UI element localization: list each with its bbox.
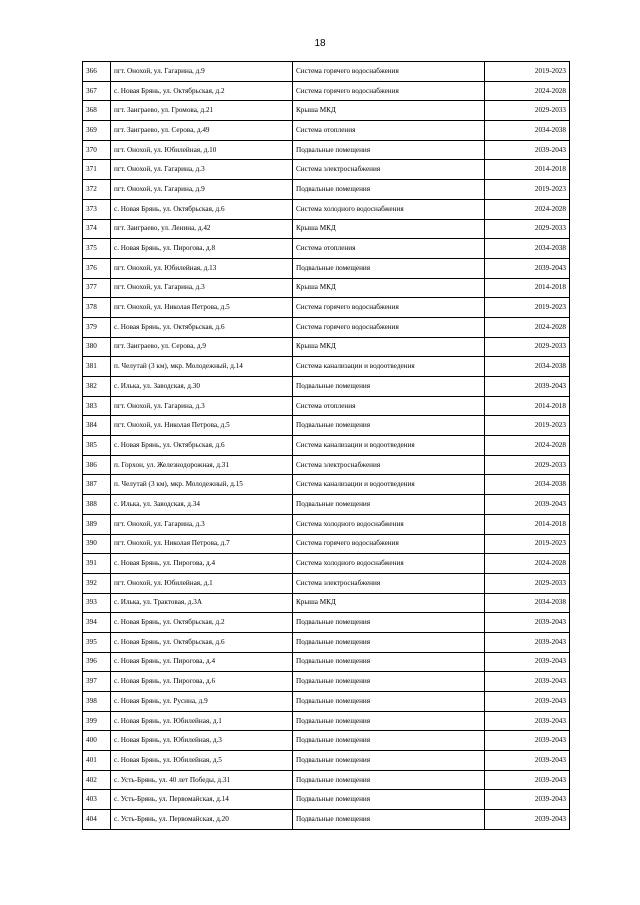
table-row <box>83 357 570 377</box>
row-number-cell: 396 <box>83 652 111 672</box>
address-cell: пгт. Заиграево, ул. Серова, д.49 <box>111 121 293 141</box>
row-number-cell: 381 <box>83 357 111 377</box>
address-cell: пгт. Заиграево, ул. Громова, д.21 <box>111 101 293 121</box>
row-number-cell: 383 <box>83 396 111 416</box>
building-system-cell: Система горячего водоснабжения <box>293 298 485 318</box>
table-row <box>83 692 570 712</box>
address-cell: пгт. Онохой, ул. Юбилейная, д.1 <box>111 573 293 593</box>
table-row <box>83 534 570 554</box>
building-system-cell: Система отопления <box>293 121 485 141</box>
row-number-cell: 386 <box>83 455 111 475</box>
repair-period-cell: 2039-2043 <box>485 810 570 830</box>
row-number-cell: 398 <box>83 692 111 712</box>
address-cell: пгт. Онохой, ул. Николая Петрова, д.5 <box>111 298 293 318</box>
table-row <box>83 731 570 751</box>
building-system-cell: Крыша МКД <box>293 593 485 613</box>
address-cell: с. Новая Брянь, ул. Пирогова, д.4 <box>111 554 293 574</box>
building-system-cell: Крыша МКД <box>293 278 485 298</box>
table-row <box>83 180 570 200</box>
building-system-cell: Подвальные помещения <box>293 613 485 633</box>
address-cell: с. Новая Брянь, ул. Юбилейная, д.1 <box>111 711 293 731</box>
row-number-cell: 367 <box>83 81 111 101</box>
address-cell: пгт. Онохой, ул. Николая Петрова, д.7 <box>111 534 293 554</box>
repair-period-cell: 2039-2043 <box>485 495 570 515</box>
building-system-cell: Подвальные помещения <box>293 495 485 515</box>
row-number-cell: 374 <box>83 219 111 239</box>
table-row <box>83 239 570 259</box>
table-row <box>83 790 570 810</box>
address-cell: с. Новая Брянь, ул. Октябрьская, д.6 <box>111 199 293 219</box>
row-number-cell: 369 <box>83 121 111 141</box>
table-row <box>83 810 570 830</box>
row-number-cell: 366 <box>83 62 111 82</box>
row-number-cell: 377 <box>83 278 111 298</box>
address-cell: с. Новая Брянь, ул. Октябрьская, д.6 <box>111 632 293 652</box>
table-row <box>83 416 570 436</box>
row-number-cell: 404 <box>83 810 111 830</box>
row-number-cell: 376 <box>83 258 111 278</box>
table-body <box>83 62 570 830</box>
repair-period-cell: 2039-2043 <box>485 377 570 397</box>
repair-period-cell: 2024-2028 <box>485 436 570 456</box>
address-cell: с. Усть-Брянь, ул. Первомайская, д.20 <box>111 810 293 830</box>
row-number-cell: 399 <box>83 711 111 731</box>
building-system-cell: Система канализации и водоотведения <box>293 357 485 377</box>
repair-period-cell: 2039-2043 <box>485 692 570 712</box>
row-number-cell: 372 <box>83 180 111 200</box>
table-row <box>83 298 570 318</box>
address-cell: с. Новая Брянь, ул. Юбилейная, д.5 <box>111 751 293 771</box>
building-system-cell: Подвальные помещения <box>293 692 485 712</box>
building-system-cell: Подвальные помещения <box>293 751 485 771</box>
building-system-cell: Система горячего водоснабжения <box>293 62 485 82</box>
repair-period-cell: 2014-2018 <box>485 278 570 298</box>
repair-period-cell: 2039-2043 <box>485 711 570 731</box>
repair-period-cell: 2019-2023 <box>485 298 570 318</box>
building-system-cell: Подвальные помещения <box>293 672 485 692</box>
address-cell: с. Усть-Брянь, ул. Первомайская, д.14 <box>111 790 293 810</box>
building-system-cell: Система холодного водоснабжения <box>293 514 485 534</box>
table-row <box>83 672 570 692</box>
repair-period-cell: 2029-2033 <box>485 337 570 357</box>
building-system-cell: Система отопления <box>293 239 485 259</box>
table-row <box>83 62 570 82</box>
repair-period-cell: 2039-2043 <box>485 731 570 751</box>
table-row <box>83 652 570 672</box>
row-number-cell: 403 <box>83 790 111 810</box>
repair-period-cell: 2024-2028 <box>485 554 570 574</box>
address-cell: с. Новая Брянь, ул. Октябрьская, д.2 <box>111 613 293 633</box>
row-number-cell: 395 <box>83 632 111 652</box>
repair-schedule-table <box>82 61 570 830</box>
row-number-cell: 391 <box>83 554 111 574</box>
address-cell: пгт. Онохой, ул. Гагарина, д.3 <box>111 396 293 416</box>
repair-period-cell: 2029-2033 <box>485 219 570 239</box>
repair-period-cell: 2014-2018 <box>485 396 570 416</box>
building-system-cell: Система электроснабжения <box>293 455 485 475</box>
repair-period-cell: 2039-2043 <box>485 790 570 810</box>
address-cell: пгт. Онохой, ул. Гагарина, д.3 <box>111 514 293 534</box>
building-system-cell: Крыша МКД <box>293 101 485 121</box>
address-cell: пгт. Онохой, ул. Гагарина, д.3 <box>111 278 293 298</box>
building-system-cell: Подвальные помещения <box>293 652 485 672</box>
table-row <box>83 632 570 652</box>
row-number-cell: 388 <box>83 495 111 515</box>
row-number-cell: 385 <box>83 436 111 456</box>
building-system-cell: Подвальные помещения <box>293 790 485 810</box>
repair-period-cell: 2019-2023 <box>485 416 570 436</box>
table-row <box>83 573 570 593</box>
repair-period-cell: 2039-2043 <box>485 258 570 278</box>
building-system-cell: Подвальные помещения <box>293 731 485 751</box>
address-cell: с. Новая Брянь, ул. Русина, д.9 <box>111 692 293 712</box>
row-number-cell: 379 <box>83 317 111 337</box>
address-cell: с. Новая Брянь, ул. Юбилейная, д.3 <box>111 731 293 751</box>
repair-period-cell: 2034-2038 <box>485 239 570 259</box>
building-system-cell: Крыша МКД <box>293 337 485 357</box>
building-system-cell: Система горячего водоснабжения <box>293 317 485 337</box>
table-row <box>83 160 570 180</box>
building-system-cell: Подвальные помещения <box>293 258 485 278</box>
building-system-cell: Подвальные помещения <box>293 711 485 731</box>
table-row <box>83 751 570 771</box>
address-cell: пгт. Онохой, ул. Юбилейная, д.10 <box>111 140 293 160</box>
address-cell: п. Челутай (3 км), мкр. Молодежный, д.14 <box>111 357 293 377</box>
address-cell: пгт. Онохой, ул. Гагарина, д.9 <box>111 180 293 200</box>
row-number-cell: 378 <box>83 298 111 318</box>
address-cell: с. Новая Брянь, ул. Пирогова, д.8 <box>111 239 293 259</box>
row-number-cell: 382 <box>83 377 111 397</box>
table-row <box>83 711 570 731</box>
address-cell: с. Илька, ул. Заводская, д.30 <box>111 377 293 397</box>
table-row <box>83 140 570 160</box>
repair-period-cell: 2034-2038 <box>485 357 570 377</box>
row-number-cell: 389 <box>83 514 111 534</box>
row-number-cell: 402 <box>83 770 111 790</box>
building-system-cell: Подвальные помещения <box>293 810 485 830</box>
repair-period-cell: 2039-2043 <box>485 770 570 790</box>
row-number-cell: 380 <box>83 337 111 357</box>
repair-period-cell: 2029-2033 <box>485 573 570 593</box>
building-system-cell: Система холодного водоснабжения <box>293 199 485 219</box>
table-row <box>83 377 570 397</box>
page-number: 18 <box>314 38 326 49</box>
repair-period-cell: 2019-2023 <box>485 534 570 554</box>
table-row <box>83 770 570 790</box>
table-row <box>83 101 570 121</box>
row-number-cell: 392 <box>83 573 111 593</box>
table-row <box>83 317 570 337</box>
repair-period-cell: 2024-2028 <box>485 199 570 219</box>
address-cell: пгт. Онохой, ул. Юбилейная, д.13 <box>111 258 293 278</box>
building-system-cell: Система горячего водоснабжения <box>293 81 485 101</box>
building-system-cell: Подвальные помещения <box>293 180 485 200</box>
row-number-cell: 375 <box>83 239 111 259</box>
row-number-cell: 394 <box>83 613 111 633</box>
table-row <box>83 337 570 357</box>
building-system-cell: Система холодного водоснабжения <box>293 554 485 574</box>
table-row <box>83 495 570 515</box>
building-system-cell: Система канализации и водоотведения <box>293 436 485 456</box>
repair-period-cell: 2039-2043 <box>485 140 570 160</box>
address-cell: с. Новая Брянь, ул. Пирогова, д.4 <box>111 652 293 672</box>
building-system-cell: Подвальные помещения <box>293 377 485 397</box>
row-number-cell: 400 <box>83 731 111 751</box>
repair-period-cell: 2034-2038 <box>485 593 570 613</box>
repair-period-cell: 2039-2043 <box>485 613 570 633</box>
row-number-cell: 384 <box>83 416 111 436</box>
building-system-cell: Система горячего водоснабжения <box>293 534 485 554</box>
building-system-cell: Система электроснабжения <box>293 573 485 593</box>
table-row <box>83 396 570 416</box>
table-row <box>83 81 570 101</box>
address-cell: пгт. Заиграево, ул. Серова, д.9 <box>111 337 293 357</box>
repair-period-cell: 2034-2038 <box>485 121 570 141</box>
address-cell: с. Новая Брянь, ул. Октябрьская, д.2 <box>111 81 293 101</box>
address-cell: с. Усть-Брянь, ул. 40 лет Победы, д.31 <box>111 770 293 790</box>
building-system-cell: Подвальные помещения <box>293 416 485 436</box>
repair-period-cell: 2034-2038 <box>485 475 570 495</box>
table-row <box>83 436 570 456</box>
table-row <box>83 613 570 633</box>
table-row <box>83 475 570 495</box>
address-cell: пгт. Онохой, ул. Гагарина, д.3 <box>111 160 293 180</box>
row-number-cell: 393 <box>83 593 111 613</box>
table-row <box>83 593 570 613</box>
row-number-cell: 370 <box>83 140 111 160</box>
repair-period-cell: 2039-2043 <box>485 672 570 692</box>
building-system-cell: Система канализации и водоотведения <box>293 475 485 495</box>
repair-period-cell: 2029-2033 <box>485 101 570 121</box>
address-cell: с. Илька, ул. Заводская, д.34 <box>111 495 293 515</box>
address-cell: п. Горхон, ул. Железнодорожная, д.31 <box>111 455 293 475</box>
table-row <box>83 121 570 141</box>
table-row <box>83 219 570 239</box>
row-number-cell: 368 <box>83 101 111 121</box>
table-row <box>83 455 570 475</box>
table-row <box>83 278 570 298</box>
repair-period-cell: 2019-2023 <box>485 62 570 82</box>
address-cell: пгт. Онохой, ул. Гагарина, д.9 <box>111 62 293 82</box>
address-cell: с. Новая Брянь, ул. Октябрьская, д.6 <box>111 436 293 456</box>
repair-period-cell: 2024-2028 <box>485 317 570 337</box>
building-system-cell: Система отопления <box>293 396 485 416</box>
address-cell: пгт. Онохой, ул. Николая Петрова, д.5 <box>111 416 293 436</box>
repair-period-cell: 2014-2018 <box>485 514 570 534</box>
address-cell: с. Новая Брянь, ул. Октябрьская, д.6 <box>111 317 293 337</box>
address-cell: с. Новая Брянь, ул. Пирогова, д.6 <box>111 672 293 692</box>
row-number-cell: 387 <box>83 475 111 495</box>
building-system-cell: Крыша МКД <box>293 219 485 239</box>
address-cell: с. Илька, ул. Трактовая, д.3А <box>111 593 293 613</box>
row-number-cell: 397 <box>83 672 111 692</box>
row-number-cell: 390 <box>83 534 111 554</box>
repair-period-cell: 2039-2043 <box>485 652 570 672</box>
table-row <box>83 199 570 219</box>
building-system-cell: Подвальные помещения <box>293 140 485 160</box>
building-system-cell: Система электроснабжения <box>293 160 485 180</box>
table-row <box>83 258 570 278</box>
building-system-cell: Подвальные помещения <box>293 632 485 652</box>
repair-period-cell: 2039-2043 <box>485 751 570 771</box>
repair-period-cell: 2019-2023 <box>485 180 570 200</box>
table-row <box>83 554 570 574</box>
address-cell: п. Челутай (3 км), мкр. Молодежный, д.15 <box>111 475 293 495</box>
repair-period-cell: 2029-2033 <box>485 455 570 475</box>
table-row <box>83 514 570 534</box>
repair-period-cell: 2039-2043 <box>485 632 570 652</box>
repair-period-cell: 2014-2018 <box>485 160 570 180</box>
row-number-cell: 401 <box>83 751 111 771</box>
row-number-cell: 371 <box>83 160 111 180</box>
row-number-cell: 373 <box>83 199 111 219</box>
address-cell: пгт. Заиграево, ул. Ленина, д.42 <box>111 219 293 239</box>
building-system-cell: Подвальные помещения <box>293 770 485 790</box>
repair-period-cell: 2024-2028 <box>485 81 570 101</box>
